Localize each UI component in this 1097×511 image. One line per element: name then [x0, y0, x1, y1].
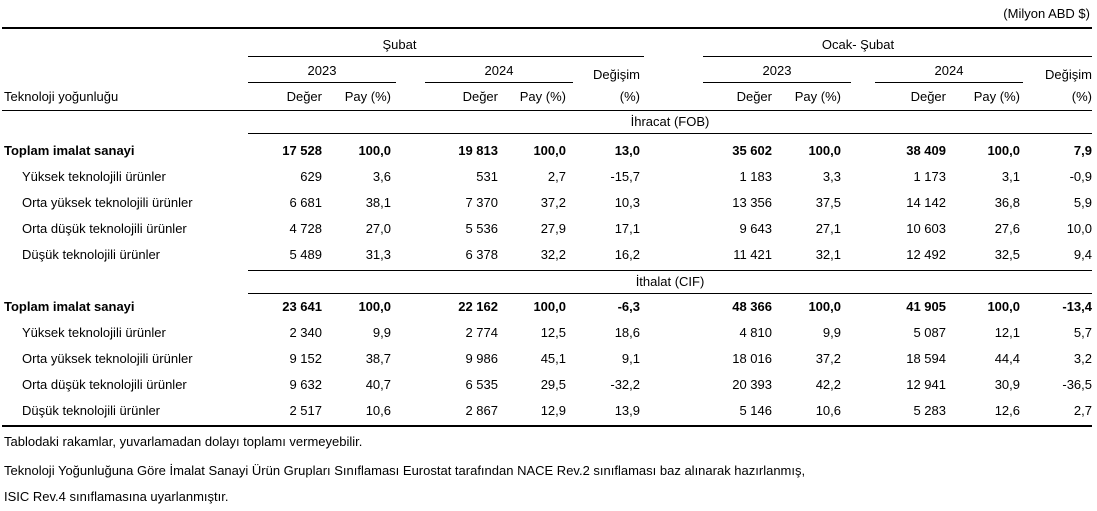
cell-cum-share-2024: 32,5: [994, 247, 1020, 262]
cell-cum-value-2024: 1 173: [913, 169, 946, 184]
cell-cum-value-2024: 5 283: [913, 403, 946, 418]
cell-cum-value-2023: 1 183: [739, 169, 772, 184]
section-title-exports: İhracat (FOB): [630, 114, 710, 129]
cell-value-2023: 629: [300, 169, 322, 184]
row-label: Yüksek teknolojili ürünler: [22, 169, 166, 184]
cell-cum-value-2023: 20 393: [732, 377, 772, 392]
period-rule-ocak-subat: [703, 56, 1092, 57]
cell-cum-share-2024: 12,6: [994, 403, 1020, 418]
cell-cum-change: -0,9: [1069, 169, 1092, 184]
cell-cum-share-2023: 9,9: [822, 325, 841, 340]
year-rule-4: [875, 82, 1023, 83]
cell-value-2024: 9 986: [465, 351, 498, 366]
cell-value-2023: 2 340: [289, 325, 322, 340]
cell-share-2024: 45,1: [540, 351, 566, 366]
cell-value-2024: 7 370: [465, 195, 498, 210]
cell-cum-value-2024: 38 409: [906, 143, 946, 158]
cell-cum-value-2024: 12 941: [906, 377, 946, 392]
cell-value-2023: 9 152: [289, 351, 322, 366]
cell-change: 10,3: [614, 195, 640, 210]
cell-value-2024: 6 378: [465, 247, 498, 262]
cell-cum-value-2023: 11 421: [733, 247, 772, 262]
period-rule-subat: [248, 56, 644, 57]
cell-change: 13,9: [614, 403, 640, 418]
cell-value-2024: 22 162: [458, 299, 498, 314]
table-top-rule: [2, 27, 1092, 29]
section-rule-exports: [248, 133, 1092, 134]
cell-cum-change: 5,7: [1073, 325, 1092, 340]
cell-cum-share-2023: 27,1: [815, 221, 841, 236]
cell-cum-value-2023: 35 602: [732, 143, 772, 158]
cell-share-2024: 100,0: [533, 143, 566, 158]
cell-value-2023: 23 641: [282, 299, 322, 314]
col-header-value-4: Değer: [910, 89, 946, 104]
row-label: Yüksek teknolojili ürünler: [22, 325, 166, 340]
row-label: Orta yüksek teknolojili ürünler: [22, 351, 193, 366]
cell-share-2024: 32,2: [540, 247, 566, 262]
row-label: Orta düşük teknolojili ürünler: [22, 221, 187, 236]
row-label-header: Teknoloji yoğunluğu: [4, 89, 119, 104]
cell-value-2024: 2 774: [465, 325, 498, 340]
cell-cum-value-2024: 18 594: [906, 351, 946, 366]
cell-share-2023: 40,7: [365, 377, 391, 392]
cell-share-2023: 31,3: [365, 247, 391, 262]
year-header-2023-ocak: 2023: [762, 63, 792, 78]
cell-change: 16,2: [614, 247, 640, 262]
cell-cum-share-2024: 36,8: [994, 195, 1020, 210]
cell-cum-share-2023: 100,0: [808, 143, 841, 158]
cell-cum-share-2023: 42,2: [815, 377, 841, 392]
cell-change: -32,2: [610, 377, 640, 392]
change-header-2-line2: (%): [1071, 89, 1092, 104]
cell-cum-value-2024: 5 087: [913, 325, 946, 340]
year-rule-2: [425, 82, 573, 83]
cell-value-2023: 6 681: [289, 195, 322, 210]
section-rule-top-imports: [248, 270, 1092, 271]
cell-cum-change: 2,7: [1073, 403, 1092, 418]
cell-cum-share-2023: 100,0: [808, 299, 841, 314]
cell-share-2023: 38,7: [365, 351, 391, 366]
cell-cum-value-2024: 14 142: [906, 195, 946, 210]
cell-share-2024: 37,2: [540, 195, 566, 210]
cell-cum-change: 10,0: [1066, 221, 1092, 236]
cell-cum-share-2024: 100,0: [987, 143, 1020, 158]
cell-share-2024: 100,0: [533, 299, 566, 314]
year-rule-3: [703, 82, 851, 83]
cell-value-2023: 4 728: [289, 221, 322, 236]
col-header-share-1: Pay (%): [344, 89, 391, 104]
cell-cum-value-2023: 18 016: [732, 351, 772, 366]
cell-value-2023: 9 632: [289, 377, 322, 392]
cell-value-2023: 17 528: [282, 143, 322, 158]
cell-cum-value-2023: 4 810: [739, 325, 772, 340]
cell-change: 9,1: [621, 351, 640, 366]
year-header-2024-subat: 2024: [484, 63, 514, 78]
row-label: Toplam imalat sanayi: [4, 143, 135, 158]
cell-change: 13,0: [614, 143, 640, 158]
row-label: Orta yüksek teknolojili ürünler: [22, 195, 193, 210]
cell-cum-value-2023: 13 356: [732, 195, 772, 210]
cell-value-2024: 2 867: [465, 403, 498, 418]
row-label: Toplam imalat sanayi: [4, 299, 135, 314]
cell-share-2024: 12,9: [540, 403, 566, 418]
cell-value-2023: 5 489: [289, 247, 322, 262]
cell-share-2023: 10,6: [365, 403, 391, 418]
cell-cum-share-2024: 12,1: [994, 325, 1020, 340]
cell-value-2024: 531: [476, 169, 498, 184]
cell-share-2023: 9,9: [372, 325, 391, 340]
col-header-value-1: Değer: [286, 89, 322, 104]
cell-cum-share-2024: 30,9: [994, 377, 1020, 392]
cell-cum-share-2023: 37,2: [815, 351, 841, 366]
cell-cum-value-2023: 48 366: [732, 299, 772, 314]
cell-value-2024: 5 536: [465, 221, 498, 236]
cell-change: 17,1: [614, 221, 640, 236]
cell-cum-share-2023: 32,1: [815, 247, 841, 262]
unit-note: (Milyon ABD $): [1003, 6, 1090, 21]
change-header-2-line1: Değişim: [1045, 67, 1092, 82]
cell-cum-change: 9,4: [1073, 247, 1092, 262]
cell-share-2023: 27,0: [365, 221, 391, 236]
col-header-share-4: Pay (%): [973, 89, 1020, 104]
header-bottom-rule: [2, 110, 1092, 111]
cell-cum-change: -36,5: [1062, 377, 1092, 392]
cell-cum-change: -13,4: [1062, 299, 1092, 314]
footnote-3: ISIC Rev.4 sınıflamasına uyarlanmıştır.: [4, 489, 229, 504]
cell-change: 18,6: [614, 325, 640, 340]
cell-share-2024: 2,7: [547, 169, 566, 184]
footnote-2: Teknoloji Yoğunluğuna Göre İmalat Sanayi Ürün Grupları Sınıflaması Eurostat tarafından NACE Rev.2 sınıflaması baz alınarak hazırlanmış,: [4, 463, 806, 478]
cell-share-2024: 29,5: [540, 377, 566, 392]
row-label: Düşük teknolojili ürünler: [22, 403, 161, 418]
change-header-1-line2: (%): [619, 89, 640, 104]
section-title-imports: İthalat (CIF): [635, 274, 705, 289]
cell-cum-value-2024: 12 492: [906, 247, 946, 262]
cell-share-2024: 12,5: [540, 325, 566, 340]
cell-change: -6,3: [617, 299, 640, 314]
cell-cum-share-2024: 44,4: [994, 351, 1020, 366]
cell-cum-share-2023: 37,5: [815, 195, 841, 210]
cell-cum-value-2024: 10 603: [906, 221, 946, 236]
year-header-2023-subat: 2023: [307, 63, 337, 78]
cell-cum-share-2024: 3,1: [1001, 169, 1020, 184]
section-rule-imports: [248, 293, 1092, 294]
cell-cum-change: 7,9: [1073, 143, 1092, 158]
cell-cum-value-2023: 9 643: [739, 221, 772, 236]
cell-share-2023: 3,6: [372, 169, 391, 184]
cell-cum-change: 3,2: [1073, 351, 1092, 366]
cell-cum-change: 5,9: [1073, 195, 1092, 210]
col-header-share-2: Pay (%): [519, 89, 566, 104]
cell-share-2024: 27,9: [540, 221, 566, 236]
cell-share-2023: 100,0: [358, 143, 391, 158]
row-label: Düşük teknolojili ürünler: [22, 247, 161, 262]
col-header-share-3: Pay (%): [794, 89, 841, 104]
year-header-2024-ocak: 2024: [934, 63, 964, 78]
cell-change: -15,7: [610, 169, 640, 184]
cell-cum-share-2024: 27,6: [994, 221, 1020, 236]
cell-cum-share-2023: 3,3: [822, 169, 841, 184]
table-bottom-rule: [2, 425, 1092, 427]
col-header-value-3: Değer: [736, 89, 772, 104]
cell-value-2024: 6 535: [465, 377, 498, 392]
change-header-1-line1: Değişim: [593, 67, 640, 82]
row-label: Orta düşük teknolojili ürünler: [22, 377, 187, 392]
period-header-ocak-subat: Ocak- Şubat: [821, 37, 895, 52]
cell-cum-value-2023: 5 146: [739, 403, 772, 418]
cell-value-2024: 19 813: [458, 143, 498, 158]
cell-share-2023: 38,1: [365, 195, 391, 210]
period-header-subat: Şubat: [382, 37, 417, 52]
cell-value-2023: 2 517: [289, 403, 322, 418]
footnote-1: Tablodaki rakamlar, yuvarlamadan dolayı toplamı vermeyebilir.: [4, 434, 363, 449]
col-header-value-2: Değer: [462, 89, 498, 104]
cell-cum-share-2023: 10,6: [815, 403, 841, 418]
cell-share-2023: 100,0: [358, 299, 391, 314]
cell-cum-share-2024: 100,0: [987, 299, 1020, 314]
cell-cum-value-2024: 41 905: [906, 299, 946, 314]
year-rule-1: [248, 82, 396, 83]
